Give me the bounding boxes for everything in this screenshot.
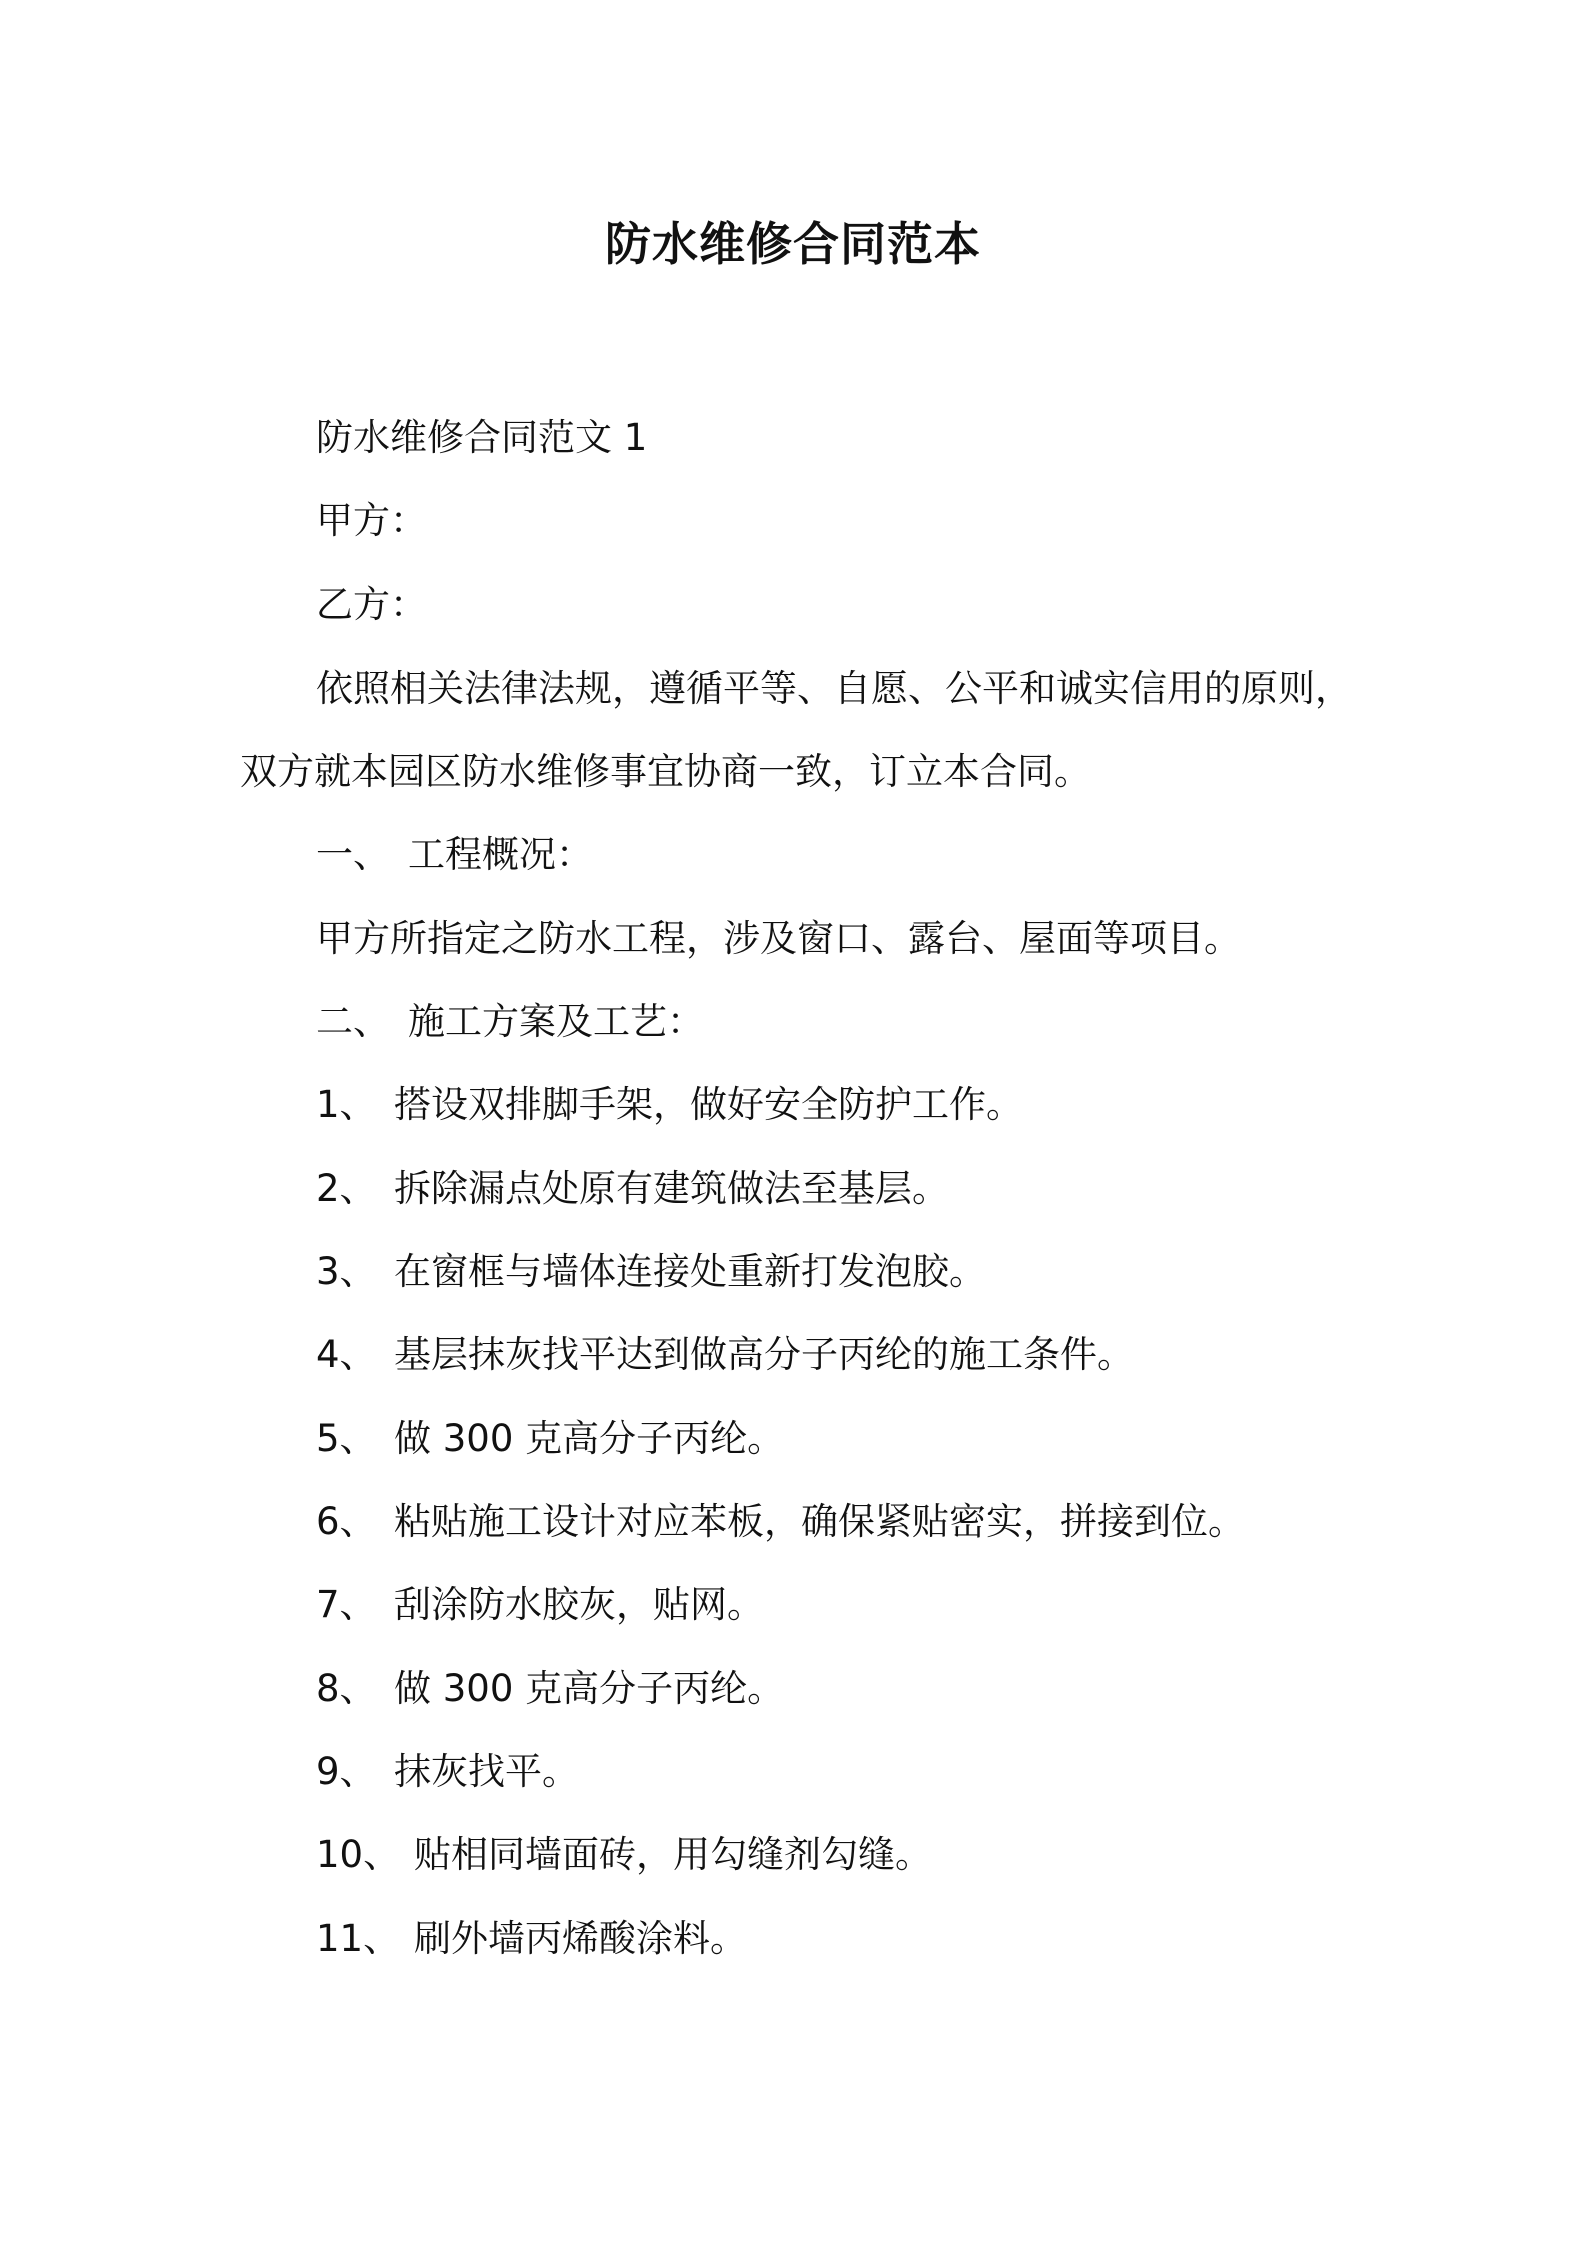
list-item-number: 2、	[316, 1167, 377, 1210]
document-title: 防水维修合同范本	[605, 217, 981, 271]
list-item-number: 3、	[316, 1250, 377, 1293]
list-item-number: 7、	[316, 1583, 377, 1626]
list-item	[316, 1747, 579, 1797]
list-item-text: 贴相同墙面砖，用勾缝剂勾缝。	[414, 1833, 932, 1876]
party-b-label: 乙方：	[316, 583, 427, 626]
intro-paragraph-line-1: 依照相关法律法规，遵循平等、自愿、公平和诚实信用的原则，	[316, 667, 1352, 710]
section-1-body: 甲方所指定之防水工程，涉及窗口、露台、屋面等项目。	[316, 917, 1241, 960]
list-item-text: 基层抹灰找平达到做高分子丙纶的施工条件。	[394, 1333, 1134, 1376]
list-item-text: 拆除漏点处原有建筑做法至基层。	[394, 1167, 949, 1210]
list-item	[316, 1247, 986, 1297]
intro-paragraph-line-2: 双方就本园区防水维修事宜协商一致，订立本合同。	[240, 750, 1091, 793]
section-label: 工程概况：	[408, 833, 593, 876]
list-item	[316, 1497, 1245, 1547]
list-item-number: 5、	[316, 1417, 377, 1460]
list-item-number: 8、	[316, 1667, 377, 1710]
list-item-text: 做 300 克高分子丙纶。	[394, 1667, 785, 1710]
list-item	[316, 1414, 784, 1464]
list-item-text: 做 300 克高分子丙纶。	[394, 1417, 785, 1460]
list-item-number: 11、	[316, 1917, 401, 1960]
list-item-number: 6、	[316, 1500, 377, 1543]
list-item-text: 粘贴施工设计对应苯板，确保紧贴密实，拼接到位。	[394, 1500, 1245, 1543]
list-item	[316, 1330, 1134, 1380]
list-item	[316, 1080, 1023, 1130]
section-number: 一、	[316, 833, 390, 876]
list-item-text: 在窗框与墙体连接处重新打发泡胶。	[394, 1250, 986, 1293]
list-item-number: 1、	[316, 1083, 377, 1126]
section-number: 二、	[316, 1000, 390, 1043]
section-label: 施工方案及工艺：	[408, 1000, 704, 1043]
list-item	[316, 1664, 784, 1714]
section-heading-1	[316, 830, 593, 880]
list-item	[316, 1914, 747, 1964]
list-item-number: 4、	[316, 1333, 377, 1376]
list-item	[316, 1164, 949, 1214]
list-item-number: 10、	[316, 1833, 401, 1876]
list-item-text: 刮涂防水胶灰，贴网。	[394, 1583, 764, 1626]
list-item	[316, 1580, 764, 1630]
subtitle: 防水维修合同范文 1	[316, 416, 648, 459]
list-item-text: 抹灰找平。	[394, 1750, 579, 1793]
list-item-number: 9、	[316, 1750, 377, 1793]
list-item-text: 搭设双排脚手架，做好安全防护工作。	[394, 1083, 1023, 1126]
section-heading-2	[316, 997, 704, 1047]
list-item	[316, 1830, 932, 1880]
list-item-text: 刷外墙丙烯酸涂料。	[414, 1917, 747, 1960]
party-a-label: 甲方：	[316, 499, 427, 542]
